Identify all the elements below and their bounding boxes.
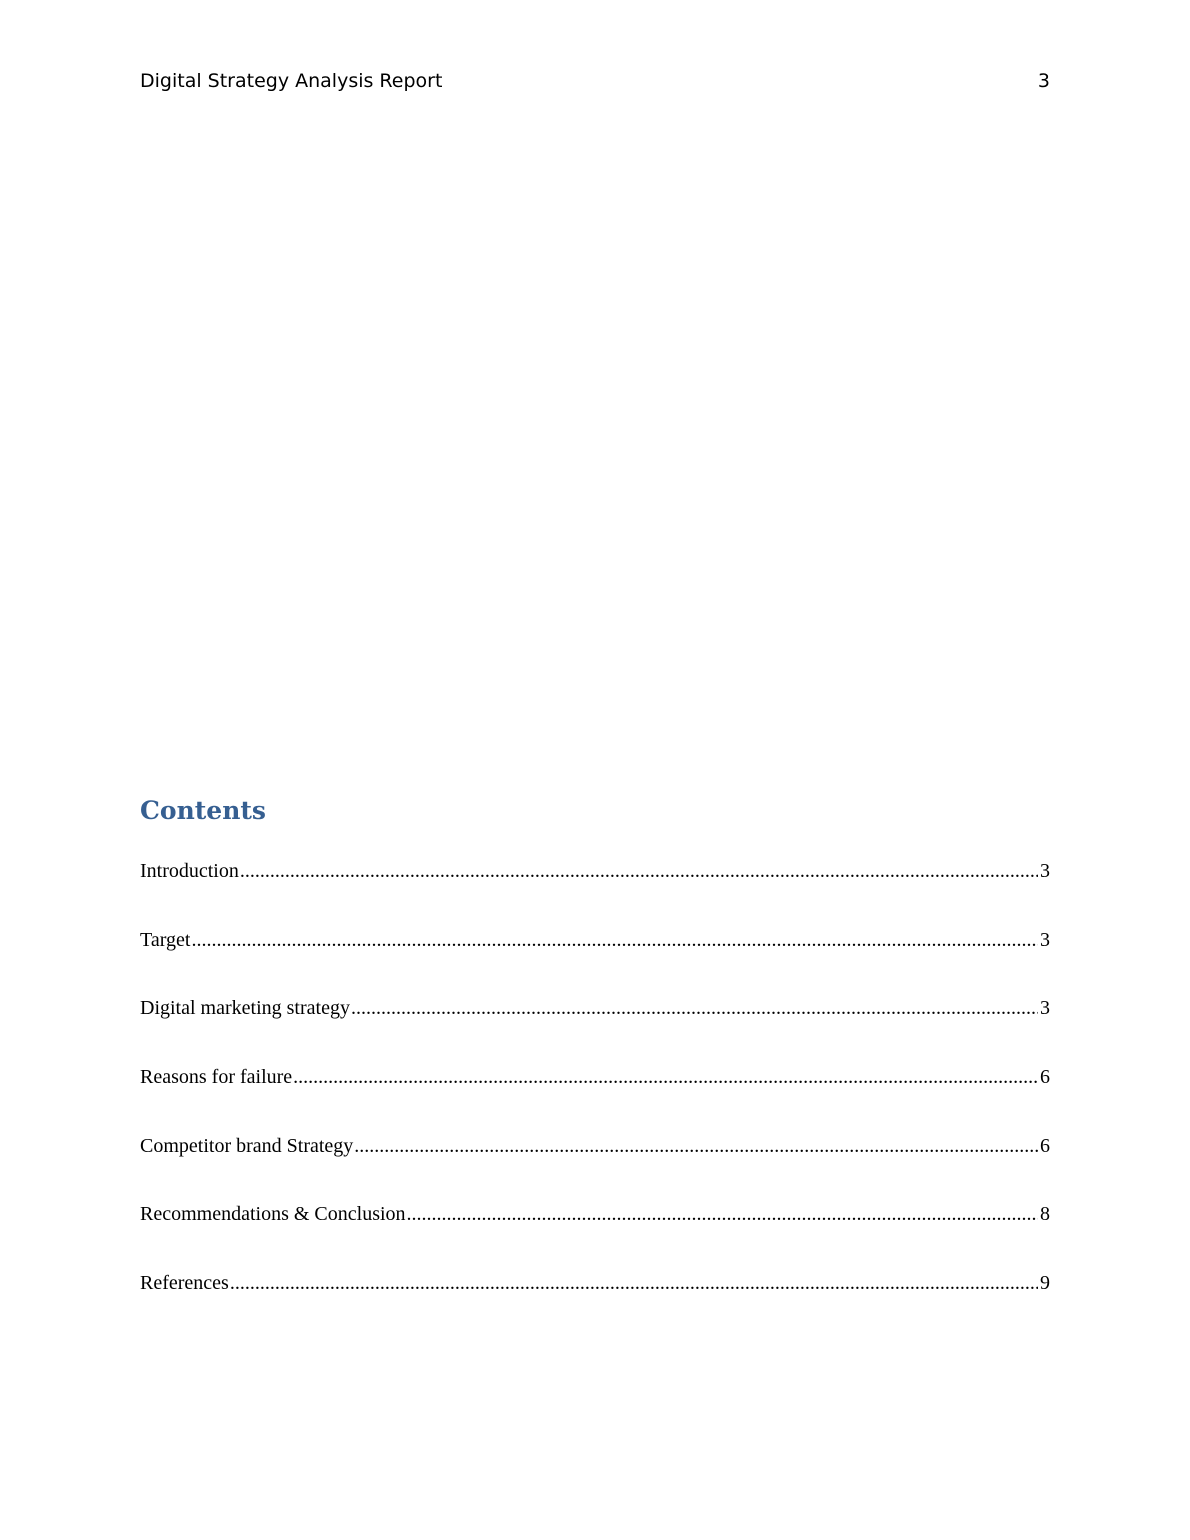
toc-entry-label: Introduction bbox=[140, 860, 239, 882]
toc-dot-leader bbox=[351, 997, 1038, 1020]
toc-entry-page: 3 bbox=[1040, 997, 1050, 1020]
toc-entry-introduction[interactable] bbox=[140, 860, 1050, 929]
toc-entry-page: 3 bbox=[1040, 928, 1050, 951]
toc-entry-label: References bbox=[140, 1272, 229, 1295]
toc-entry-reasons-for-failure[interactable] bbox=[140, 1066, 1050, 1135]
toc-dot-leader bbox=[293, 1066, 1038, 1089]
toc-entry-label: Recommendations & Conclusion bbox=[140, 1203, 406, 1226]
page-header bbox=[140, 70, 1050, 96]
toc-heading: Contents bbox=[140, 796, 267, 825]
toc-entry-page: 8 bbox=[1040, 1203, 1050, 1226]
toc-entry-label: Target bbox=[140, 928, 191, 951]
header-title: Digital Strategy Analysis Report bbox=[140, 70, 443, 92]
toc-entry-target[interactable] bbox=[140, 929, 1050, 998]
toc-entry-recommendations-conclusion[interactable] bbox=[140, 1203, 1050, 1272]
toc-dot-leader bbox=[191, 929, 1038, 952]
toc-entry-page: 3 bbox=[1040, 860, 1050, 882]
toc-dot-leader bbox=[407, 1203, 1038, 1226]
toc-dot-leader bbox=[230, 1272, 1038, 1295]
table-of-contents bbox=[140, 860, 1050, 1341]
toc-entry-page: 6 bbox=[1040, 1066, 1050, 1089]
toc-dot-leader bbox=[240, 860, 1038, 883]
toc-entry-label: Digital marketing strategy bbox=[140, 997, 350, 1020]
toc-entry-references[interactable] bbox=[140, 1272, 1050, 1341]
toc-dot-leader bbox=[354, 1135, 1038, 1158]
toc-entry-label: Reasons for failure bbox=[140, 1066, 293, 1089]
toc-entry-page: 6 bbox=[1040, 1134, 1050, 1157]
toc-entry-label: Competitor brand Strategy bbox=[140, 1134, 354, 1157]
toc-entry-page: 9 bbox=[1040, 1272, 1050, 1295]
toc-entry-digital-marketing-strategy[interactable] bbox=[140, 997, 1050, 1066]
toc-entry-competitor-brand-strategy[interactable] bbox=[140, 1135, 1050, 1204]
header-page-number: 3 bbox=[1037, 70, 1050, 92]
